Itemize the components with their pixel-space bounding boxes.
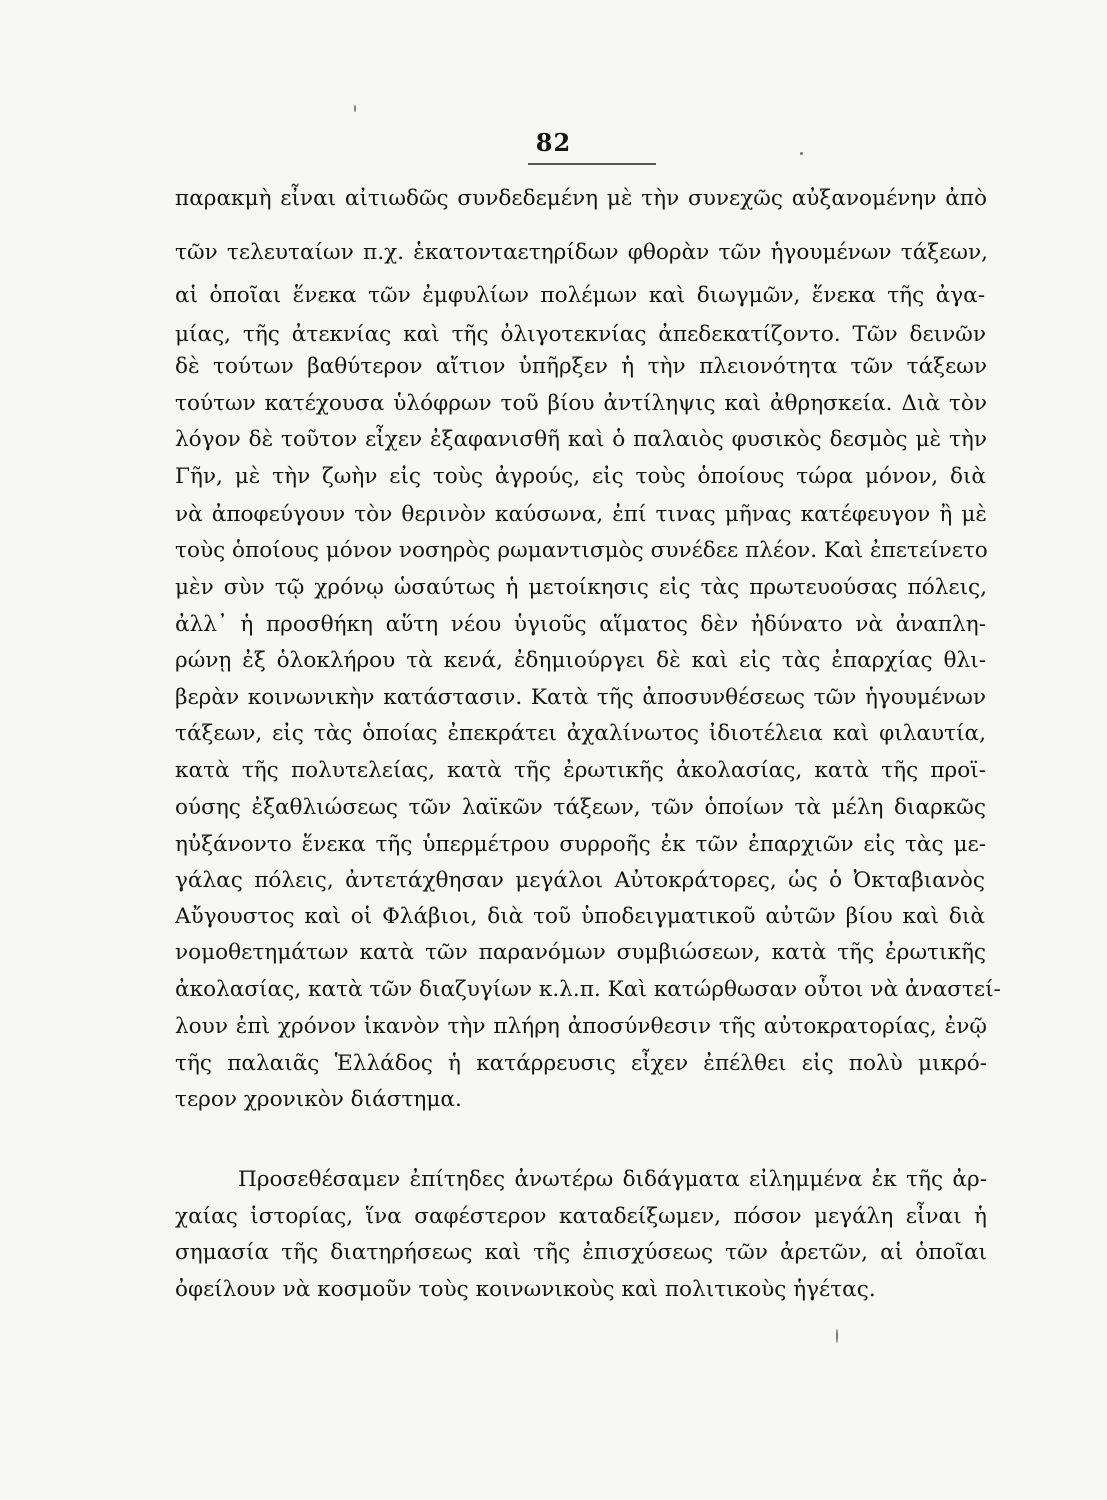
text-line: Γῆν, μὲ τὴν ζωὴν εἰς τοὺς ἀγρούς, εἰς τοὺς ὁποίους τώρα μόνον, διὰ [175,464,986,489]
text-line: νὰ ἀποφεύγουν τὸν θερινὸν καύσωνα, ἐπί τινας μῆνας κατέφευγον ἢ μὲ [175,502,987,527]
text-line: ούσης ἐξαθλιώσεως τῶν λαϊκῶν τάξεων, τῶν ὁποίων τὰ μέλη διαρκῶς [175,795,986,820]
text-line: νομοθετημάτων κατὰ τῶν παρανόμων συμβιώσεων, κατὰ τῆς ἐρωτικῆς [175,940,986,965]
text-line: αἱ ὁποῖαι ἕνεκα τῶν ἐμφυλίων πολέμων καὶ διωγμῶν, ἕνεκα τῆς ἀγα- [175,283,985,308]
text-line: ηὐξάνοντο ἕνεκα τῆς ὑπερμέτρου συρροῆς ἐκ τῶν ἐπαρχιῶν εἰς τὰς με- [175,832,986,857]
text-line: τῶν τελευταίων π.χ. ἑκατονταετηρίδων φθορὰν τῶν ἡγουμένων τάξεων, [175,240,988,265]
text-line: μίας, τῆς ἀτεκνίας καὶ τῆς ὀλιγοτεκνίας ἀπεδεκατίζοντο. Τῶν δεινῶν [175,322,986,347]
text-line: παρακμὴ εἶναι αἰτιωδῶς συνδεδεμένη μὲ τὴν συνεχῶς αὐξανομένην ἀπὸ [175,186,987,211]
scan-speck [836,1329,838,1343]
text-line: ρώνῃ ἐξ ὁλοκλήρου τὰ κενά, ἐδημιούργει δὲ καὶ εἰς τὰς ἐπαρχίας θλι- [175,648,986,673]
page-number: 82 [535,128,572,157]
text-line: τάξεων, εἰς τὰς ὁποίας ἐπεκράτει ἀχαλίνωτος ἰδιοτέλεια καὶ φιλαυτία, [175,721,986,746]
text-line: λόγον δὲ τοῦτον εἶχεν ἐξαφανισθῆ καὶ ὁ παλαιὸς φυσικὸς δεσμὸς μὲ τὴν [175,427,987,452]
page-number-rule [528,163,656,165]
text-line: ἀλλ᾿ ἡ προσθήκη αὕτη νέου ὑγιοῦς αἵματος δὲν ἠδύνατο νὰ ἀναπλη- [175,612,986,637]
text-line: ὀφείλουν νὰ κοσμοῦν τοὺς κοινωνικοὺς καὶ πολιτικοὺς ἡγέτας. [175,1277,876,1302]
text-line: τῆς παλαιᾶς Ἑλλάδος ἡ κατάρρευσις εἶχεν ἐπέλθει εἰς πολὺ μικρό- [175,1051,987,1076]
text-line: λουν ἐπὶ χρόνον ἱκανὸν τὴν πλήρη ἀποσύνθεσιν τῆς αὐτοκρατορίας, ἐνῷ [175,1014,987,1039]
text-line: σημασία τῆς διατηρήσεως καὶ τῆς ἐπισχύσεως τῶν ἀρετῶν, αἱ ὁποῖαι [175,1240,987,1265]
text-line: Προσεθέσαμεν ἐπίτηδες ἀνωτέρω διδάγματα εἰλημμένα ἐκ τῆς ἀρ- [238,1167,987,1192]
text-line: τούτων κατέχουσα ὑλόφρων τοῦ βίου ἀντίληψις καὶ ἀθρησκεία. Διὰ τὸν [175,391,987,416]
text-line: τερον χρονικὸν διάστημα. [175,1087,462,1112]
text-line: μὲν σὺν τῷ χρόνῳ ὡσαύτως ἡ μετοίκησις εἰς τὰς πρωτευούσας πόλεις, [175,575,987,600]
scan-speck [354,105,356,112]
text-line: τοὺς ὁποίους μόνον νοσηρὸς ρωμαντισμὸς συνέδεε πλέον. Καὶ ἐπετείνετο [175,538,988,563]
scan-speck [800,152,803,155]
text-line: δὲ τούτων βαθύτερον αἴτιον ὑπῆρξεν ἡ τὴν πλειονότητα τῶν τάξεων [175,354,987,379]
text-line: κατὰ τῆς πολυτελείας, κατὰ τῆς ἐρωτικῆς ἀκολασίας, κατὰ τῆς προϊ- [175,758,986,783]
text-line: βερὰν κοινωνικὴν κατάστασιν. Κατὰ τῆς ἀποσυνθέσεως τῶν ἡγουμένων [175,685,986,710]
text-line: Αὔγουστος καὶ οἱ Φλάβιοι, διὰ τοῦ ὑποδειγματικοῦ αὐτῶν βίου καὶ διὰ [175,904,985,929]
text-line: χαίας ἱστορίας, ἵνα σαφέστερον καταδείξωμεν, πόσον μεγάλη εἶναι ἡ [175,1204,987,1229]
text-line: γάλας πόλεις, ἀντετάχθησαν μεγάλοι Αὐτοκράτορες, ὡς ὁ Ὀκταβιανὸς [175,868,985,893]
text-line: ἀκολασίας, κατὰ τῶν διαζυγίων κ.λ.π. Καὶ κατώρθωσαν οὗτοι νὰ ἀναστεί- [175,977,1001,1002]
